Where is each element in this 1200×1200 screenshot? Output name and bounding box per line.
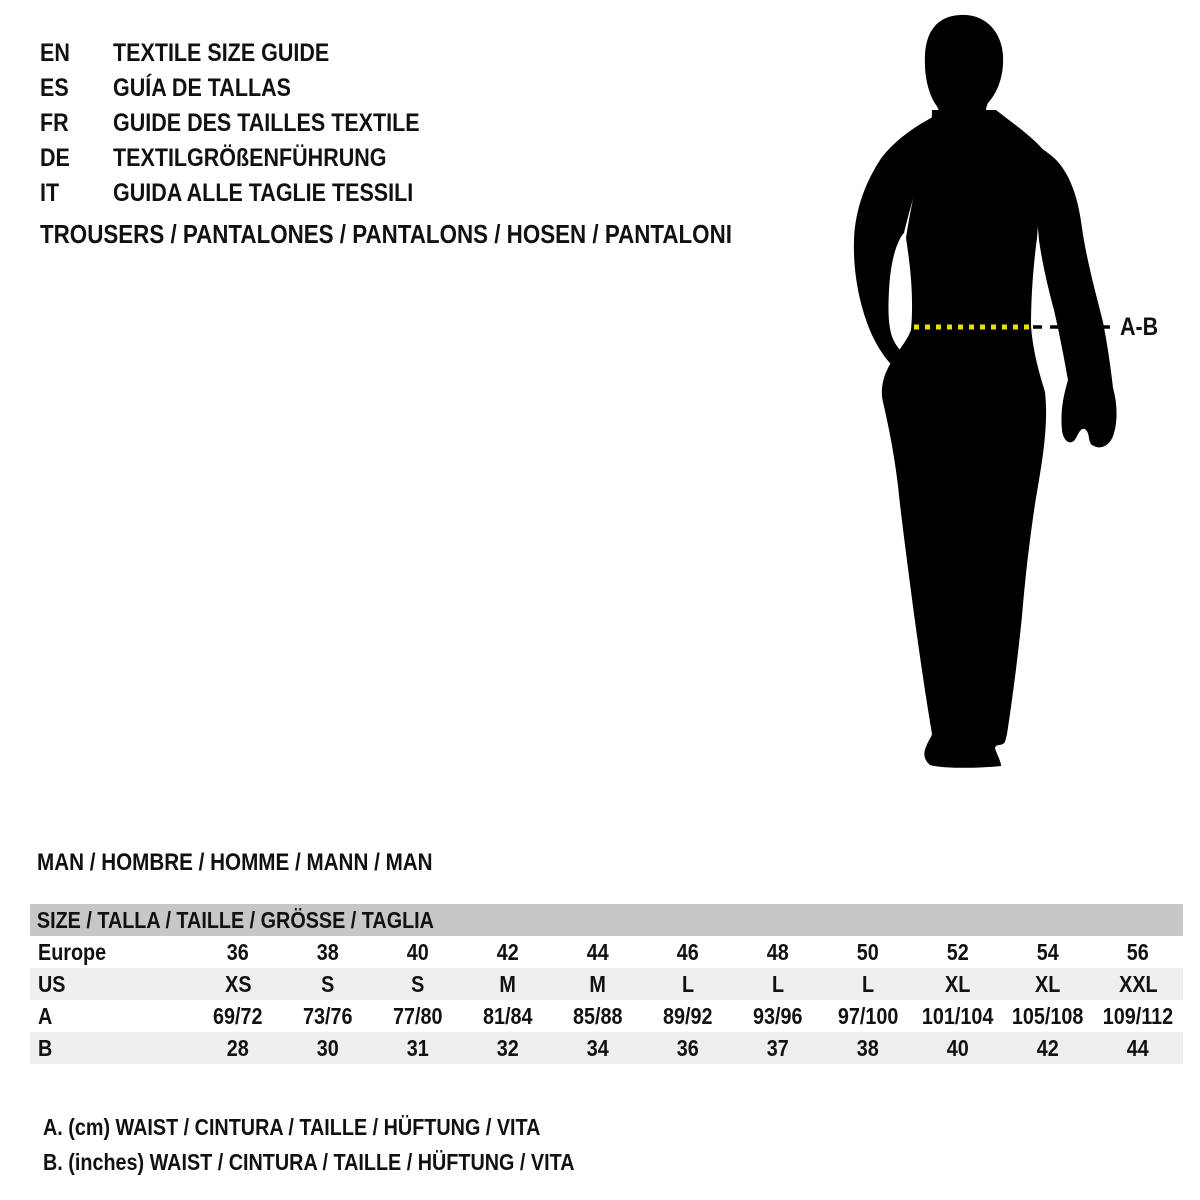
language-code: DE [40, 144, 70, 172]
table-cell [733, 971, 823, 998]
note-a [43, 1110, 661, 1145]
table-cell [373, 971, 463, 998]
language-row [40, 71, 470, 106]
table-cell [1093, 1035, 1183, 1062]
table-cell [823, 1003, 913, 1030]
section-title-text: MAN / HOMBRE / HOMME / MANN / MAN [37, 849, 433, 876]
table-cell [733, 1035, 823, 1062]
table-cell [733, 1003, 823, 1030]
cell-value: 73/76 [303, 1002, 353, 1029]
table-cell [913, 971, 1003, 998]
category-title [40, 219, 845, 249]
cell-value: 85/88 [573, 1002, 623, 1029]
table-cell [373, 939, 463, 966]
cell-value: 50 [856, 938, 880, 965]
cell-value: XXL [1118, 970, 1158, 997]
table-cell [643, 971, 733, 998]
table-cell [733, 939, 823, 966]
table-cell [463, 939, 553, 966]
cell-value: 105/108 [1012, 1002, 1084, 1029]
man-silhouette-icon [840, 0, 1170, 780]
cell-value: 38 [316, 938, 340, 965]
cell-value: L [861, 970, 875, 997]
section-title-man [37, 849, 497, 877]
language-code: IT [40, 179, 60, 207]
table-cell [193, 939, 283, 966]
row-label-text: Europe [38, 938, 107, 965]
table-cell [1093, 939, 1183, 966]
language-code: ES [40, 74, 69, 102]
cell-value: L [771, 970, 785, 997]
table-cell [823, 939, 913, 966]
cell-value: 42 [1036, 1034, 1060, 1061]
cell-value: 44 [586, 938, 610, 965]
waist-measure-label-text: A-B [1120, 313, 1159, 341]
table-row-a-cm [30, 1000, 1183, 1032]
row-label-text: A [38, 1002, 53, 1029]
row-label [30, 1003, 193, 1030]
table-cell [913, 1003, 1003, 1030]
cell-value: 101/104 [922, 1002, 994, 1029]
table-cell [553, 971, 643, 998]
cell-value: 34 [586, 1034, 610, 1061]
cell-value: 48 [766, 938, 790, 965]
cell-value: 52 [946, 938, 970, 965]
row-label [30, 971, 193, 998]
man-silhouette-figure [840, 0, 1170, 780]
table-cell [1003, 1035, 1093, 1062]
cell-value: 38 [856, 1034, 880, 1061]
cell-value: XL [1035, 970, 1061, 997]
table-cell [1003, 939, 1093, 966]
cell-value: 93/96 [753, 1002, 803, 1029]
table-cell [373, 1035, 463, 1062]
cell-value: L [681, 970, 695, 997]
cell-value: 46 [676, 938, 700, 965]
waist-measure-label [1120, 312, 1164, 342]
table-cell [373, 1003, 463, 1030]
note-a-text: A. (cm) WAIST / CINTURA / TAILLE / HÜFTUNG / VITA [43, 1114, 541, 1140]
table-cell [553, 939, 643, 966]
language-label: TEXTILGRÖßENFÜHRUNG [113, 144, 387, 172]
table-cell [193, 1003, 283, 1030]
note-b-text: B. (inches) WAIST / CINTURA / TAILLE / HÜFTUNG / VITA [43, 1149, 575, 1175]
table-cell [283, 1035, 373, 1062]
table-cell [823, 1035, 913, 1062]
language-row [40, 176, 470, 211]
table-cell [283, 939, 373, 966]
table-cell [823, 971, 913, 998]
cell-value: 37 [766, 1034, 790, 1061]
table-cell [1003, 971, 1093, 998]
table-header-row [30, 904, 1183, 936]
table-header-label: SIZE / TALLA / TAILLE / GRÖSSE / TAGLIA [36, 906, 434, 933]
table-cell [553, 1035, 643, 1062]
table-cell [193, 1035, 283, 1062]
cell-value: 40 [406, 938, 430, 965]
cell-value: 30 [316, 1034, 340, 1061]
language-list [40, 36, 470, 211]
cell-value: M [499, 970, 517, 997]
language-row [40, 141, 470, 176]
language-code: EN [40, 39, 70, 67]
row-label [30, 939, 193, 966]
language-label: GUIDE DES TAILLES TEXTILE [113, 109, 420, 137]
cell-value: 89/92 [663, 1002, 713, 1029]
cell-value: 81/84 [483, 1002, 533, 1029]
table-cell [913, 1035, 1003, 1062]
table-cell [643, 1035, 733, 1062]
language-label: GUIDA ALLE TAGLIE TESSILI [113, 179, 414, 207]
table-cell [1093, 1003, 1183, 1030]
row-label [30, 1035, 193, 1062]
row-label-text: B [38, 1034, 53, 1061]
language-row [40, 106, 470, 141]
category-title-text: TROUSERS / PANTALONES / PANTALONS / HOSEN / PANTALONI [40, 219, 732, 249]
cell-value: XS [224, 970, 252, 997]
measurement-notes [43, 1110, 661, 1180]
cell-value: 97/100 [837, 1002, 899, 1029]
language-label: TEXTILE SIZE GUIDE [113, 39, 330, 67]
cell-value: 109/112 [1102, 1002, 1174, 1029]
cell-value: 28 [226, 1034, 250, 1061]
language-code: FR [40, 109, 69, 137]
table-row-us [30, 968, 1183, 1000]
table-cell [1003, 1003, 1093, 1030]
table-cell [283, 971, 373, 998]
table-cell [463, 1003, 553, 1030]
table-row-europe [30, 936, 1183, 968]
size-table [30, 904, 1183, 1064]
cell-value: 44 [1126, 1034, 1150, 1061]
cell-value: M [589, 970, 607, 997]
table-cell [643, 939, 733, 966]
cell-value: 40 [946, 1034, 970, 1061]
table-cell [463, 971, 553, 998]
cell-value: 32 [496, 1034, 520, 1061]
note-b [43, 1145, 661, 1180]
cell-value: 69/72 [213, 1002, 263, 1029]
table-cell [1093, 971, 1183, 998]
cell-value: 77/80 [393, 1002, 443, 1029]
cell-value: 36 [226, 938, 250, 965]
language-row [40, 36, 470, 71]
language-label: GUÍA DE TALLAS [113, 74, 291, 102]
cell-value: 42 [496, 938, 520, 965]
cell-value: S [321, 970, 335, 997]
cell-value: XL [945, 970, 971, 997]
table-cell [193, 971, 283, 998]
table-row-b-inches [30, 1032, 1183, 1064]
cell-value: 54 [1036, 938, 1060, 965]
cell-value: S [411, 970, 425, 997]
row-label-text: US [38, 970, 66, 997]
cell-value: 31 [406, 1034, 430, 1061]
table-cell [463, 1035, 553, 1062]
cell-value: 56 [1126, 938, 1150, 965]
table-cell [643, 1003, 733, 1030]
cell-value: 36 [676, 1034, 700, 1061]
table-cell [553, 1003, 643, 1030]
table-cell [913, 939, 1003, 966]
table-cell [283, 1003, 373, 1030]
